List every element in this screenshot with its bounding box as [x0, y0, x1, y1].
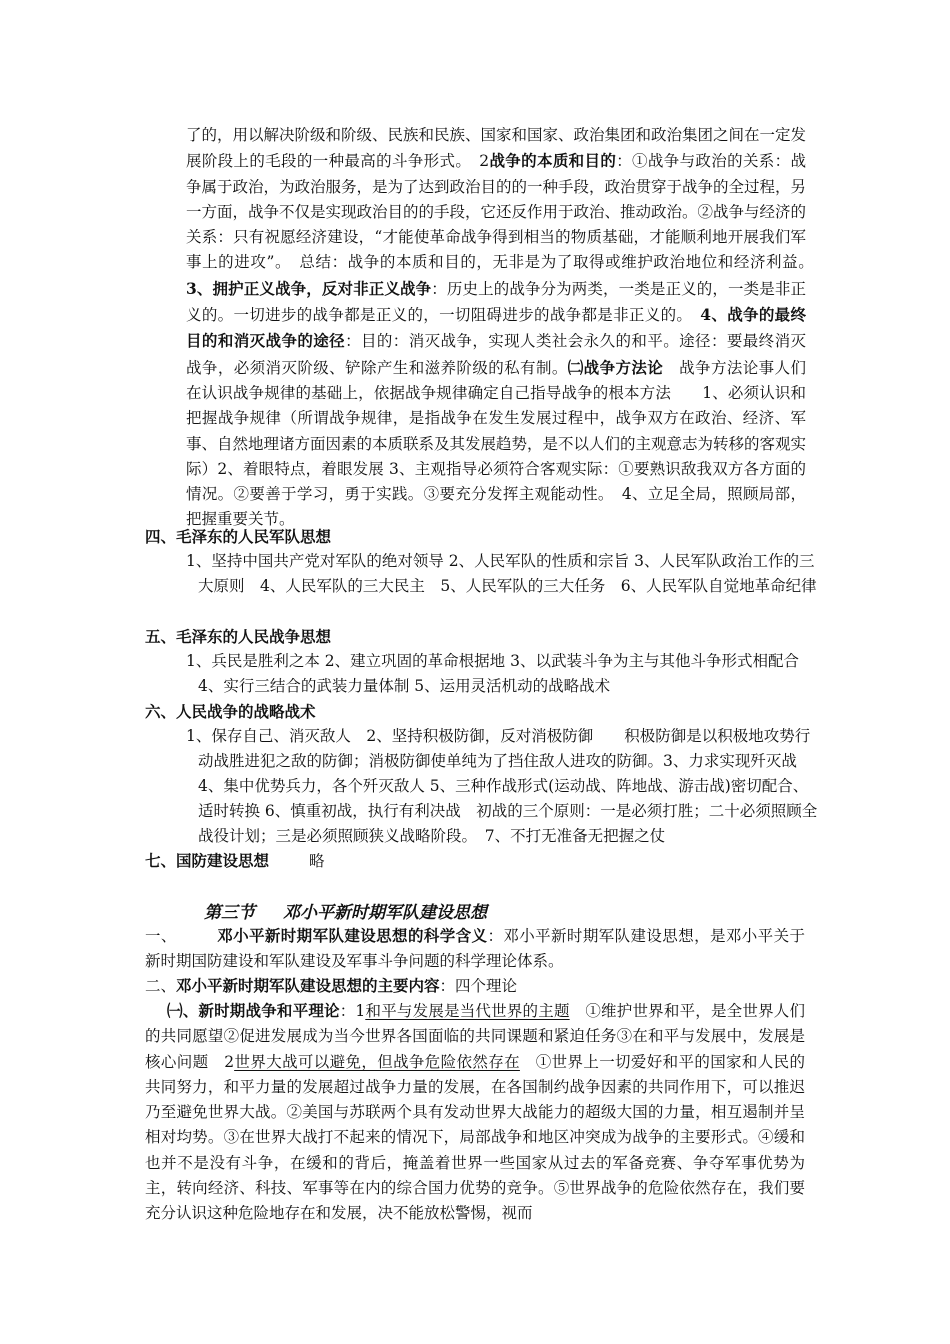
part-two-text: ：四个理论	[439, 977, 518, 995]
war-peace-theory-heading: ㈠、新时期战争和平理论	[167, 1001, 340, 1020]
section-heading-people-army: 四、毛泽东的人民军队思想	[145, 527, 332, 546]
paragraph-text: 战争方法论事人们在认识战争规律的基础上，依据战争规律确定自己指导战争的根本方法 1、必须认识和把握战争规律（所谓战争规律，是指战争在发生发展过程中，战争双方在政治、经济、军事、自然地理诸方面因素的本质联系及其发展趋势，是不以人们的主观意志为转移的客观实际）2、着眼特点，着眼发展 3、主观指导必须符合客观实际：①要熟识敌我双方各方面的情况。②要善于学习，勇于实践。③要充分发挥主观能动性。 4、立足全局，照顾局部，把握重要关节。	[186, 358, 807, 529]
inline-heading-war-methodology: ㈡战争方法论	[567, 357, 664, 377]
inline-heading-war-elimination: 4、战争的最终目的和消灭战争的途径	[186, 305, 806, 351]
paragraph-text: ：①战争与政治的关系：战争属于政治，为政治服务，是为了达到政治目的的一种手段，政治贯穿于战争的全过程，另一方面，战争不仅是实现政治目的的手段，它还反作用于政治、推动政治。②战争与经济的关系：只有祝愿经济建设，“才能使革命战争得到相当的物质基础，才能顺利地开展我们军事上的进攻”。 总结：战争的本质和目的，无非是为了取得或维护政治地位和经济利益。	[186, 152, 822, 272]
section-list-people-war	[186, 649, 818, 699]
section-heading-strategy-tactics: 六、人民战争的战略战术	[145, 702, 316, 721]
section-list-strategy-tactics	[186, 724, 818, 849]
paragraph-text: ①世界上一切爱好和平的国家和人民的共同努力，和平力量的发展超过战争力量的发展，在各国制约战争因素的共同作用下，可以推迟乃至避免世界大战。②美国与苏联两个具有发动世界大战能力的超级大国的力量，相互遏制并呈相对均势。③在世界大战打不起来的情况下，局部战争和地区冲突成为战争的主要形式。④缓和也并不是没有斗争，在缓和的背后，掩盖着世界一些国家从过去的军备竞赛、争夺军事优势为主，转向经济、科技、军事等在内的综合国力优势的竞争。⑤世界战争的危险依然存在，我们要充分认识这种危险地存在和发展，决不能放松警惕，视而	[145, 1052, 805, 1223]
paragraph-text: ：1	[339, 1002, 366, 1020]
section-heading-people-war: 五、毛泽东的人民战争思想	[145, 627, 332, 646]
list-text: 1、保存自己、消灭敌人 2、坚持积极防御，反对消极防御 积极防御是以积极地攻势行动战胜进犯之敌的防御；消极防御使单纯为了挡住敌人进攻的防御。3、力求实现歼灭战 4、集中优势兵力，各个歼灭敌人 5、三种作战形式(运动战、阵地战、游击战)密切配合、适时转换 6、慎重初战，执行有利决战 初战的三个原则：一是必须打胜；二十必须照顾全战役计划；三是必须照顾狭义战略阶段。 7、不打无准备无把握之仗	[186, 727, 818, 845]
war-peace-theory-paragraph	[145, 998, 805, 1227]
underlined-thesis-peace-development: 和平与发展是当代世界的主题	[365, 1002, 570, 1020]
list-text: 1、兵民是胜利之本 2、建立巩固的革命根据地 3、以武装斗争为主与其他斗争形式相配合 4、实行三结合的武装力量体制 5、运用灵活机动的战略战术	[186, 652, 799, 695]
paragraph-text: ①维护世界和平，是全世界人们的共同愿望②促进发展成为当今世界各国面临的共同课题和紧迫任务③在和平与发展中，发展是核心问题 2	[145, 1002, 805, 1071]
part-one-title: 邓小平新时期军队建设思想的科学含义	[216, 926, 488, 945]
underlined-thesis-war-avoidable: 世界大战可以避免，但战争危险依然存在	[234, 1052, 520, 1071]
list-text: 1、坚持中国共产党对军队的绝对领导 2、人民军队的性质和宗旨 3、人民军队政治工作的三大原则 4、人民军队的三大民主 5、人民军队的三大任务 6、人民军队自觉地革命纪律	[186, 552, 817, 595]
section-title-text: 邓小平新时期军队建设思想	[283, 903, 487, 923]
part-two-prefix: 二、	[145, 977, 177, 995]
part-one-text: ：邓小平新时期军队建设思想，是邓小平关于新时期国防建设和军队建设及军事斗争问题的科学理论体系。	[145, 927, 805, 971]
part-two-title: 邓小平新时期军队建设思想的主要内容	[176, 976, 440, 995]
part-one-paragraph	[145, 923, 805, 975]
section-heading-national-defense	[145, 848, 325, 874]
heading-text: 七、国防建设思想	[145, 851, 270, 870]
chapter-section-title	[204, 898, 487, 923]
heading-note: 略	[309, 852, 325, 870]
section-list-people-army	[186, 549, 818, 599]
paragraph-text: 了的，用以解决阶级和阶级、民族和民族、国家和国家、政治集团和政治集团之间在一定发展阶段上的毛段的一种最高的斗争形式。 2	[186, 126, 807, 171]
section-label: 第三节	[204, 903, 255, 923]
part-two-paragraph	[145, 973, 805, 999]
war-theory-paragraph	[186, 123, 822, 533]
paragraph-text: ：目的：消灭战争，实现人类社会永久的和平。途径：要最终消灭战争，必须消灭阶级、铲除产生和滋养阶级的私有制。	[186, 332, 806, 377]
paragraph-text: ：历史上的战争分为两类，一类是正义的，一类是非正义的。一切进步的战争都是正义的，一切阻碍进步的战争都是非正义的。	[186, 279, 806, 325]
inline-heading-war-essence: 战争的本质和目的	[489, 151, 617, 171]
part-one-number: 一、	[145, 927, 177, 945]
inline-heading-just-war: 3、拥护正义战争，反对非正义战争	[186, 278, 432, 298]
